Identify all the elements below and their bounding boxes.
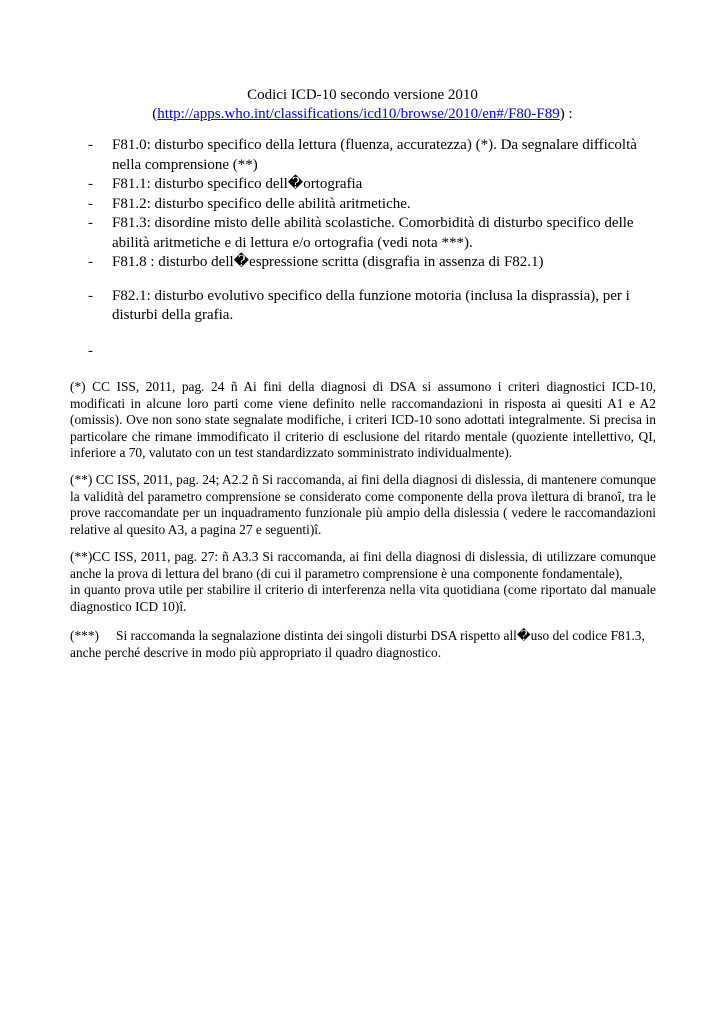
footnote-a3-line1: (**)CC ISS, 2011, pag. 27: ñ A3.3 Si raccomanda, ai fini della diagnosi di dislessia, di utilizzare comunque anche la prova di lettura del brano (di cui il parametro comprensione è una componente fondamentale), [70,549,656,581]
list-dash: - [88,137,93,153]
footnote-triple-star [70,628,656,661]
code-f82-1: F82.1: disturbo evolutivo specifico della funzione motoria (inclusa la disprassia), per i disturbi della grafia. [112,287,630,323]
code-f81-0: F81.0: disturbo specifico della lettura (fluenza, accuratezza) (*). Da segnalare difficoltà nella comprensione (**) [112,137,637,173]
list-dash: - [88,342,93,359]
list-dash: - [88,287,93,304]
list-item-empty [86,342,646,361]
footnote-triple-star-label: (***) [70,628,100,643]
list-dash: - [88,254,93,270]
who-icd10-link[interactable]: http://apps.who.int/classifications/icd10/browse/2010/en#/F80-F89 [157,106,560,122]
code-f81-2: F81.2: disturbo specifico delle abilità aritmetiche. [112,195,411,212]
list-dash: - [88,176,93,192]
footnote-single-star: (*) CC ISS, 2011, pag. 24 ñ Ai fini della diagnosi di DSA si assumono i criteri diagnostici ICD-10, modificati in alcune loro parti come viene definito nelle raccomandazioni in risposta ai quesiti A1 e A2 (omissis). Ove non sono state segnalate modifiche, i criteri ICD-10 sono adottati integralmente. Si precisa in particolare che rimane immodificato il criterio di esclusione del ritardo mentale (quoziente intellettivo, QI, inferiore a 70, valutato con un test standardizzato somministrato individualmente). [70,379,656,460]
list-item [86,253,646,273]
list-item [86,287,646,326]
footnote-a3-line2: in quanto prova utile per stabilire il criterio di interferenza nella vita quotidiana (come riportato dal manuale diagnostico ICD 10)î. [70,582,656,614]
footnote-triple-star-text: Si raccomanda la segnalazione distinta dei singoli disturbi DSA rispetto all�uso del codice F81.3, anche perché descrive in modo più appropriato il quadro diagnostico. [70,628,645,660]
list-item [86,136,646,175]
footnote-double-star-a3 [70,549,656,615]
source-paren-close: ) : [559,106,573,122]
code-f81-3: F81.3: disordine misto delle abilità scolastiche. Comorbidità di disturbo specifico delle abilità aritmetiche e di lettura e/o ortografia (vedi nota ***). [112,215,634,251]
code-f81-1: F81.1: disturbo specifico dell�ortografia [112,176,363,192]
source-paren-open: ( [152,106,158,122]
list-dash: - [88,195,93,212]
list-item [86,214,646,253]
list-item [86,175,646,195]
code-f81-8: F81.8 : disturbo dell�espressione scritta (disgrafia in assenza di F82.1) [112,254,544,270]
footnote-double-star: (**) CC ISS, 2011, pag. 24; A2.2 ñ Si raccomanda, ai fini della diagnosi di dislessia, di mantenere comunque la validità del parametro comprensione se considerato come componente della prova ìlettura di branoî, tra le prove raccomandate per un inquadramento funzionale più ampio della dislessia ( vedere le raccomandazioni relative al quesito A3, a pagina 27 e seguenti)î. [70,472,656,537]
list-item [86,195,646,215]
source-line [0,105,725,124]
document-title: Codici ICD-10 secondo versione 2010 [247,87,478,103]
icd-code-list [86,136,646,361]
list-dash: - [88,215,93,231]
